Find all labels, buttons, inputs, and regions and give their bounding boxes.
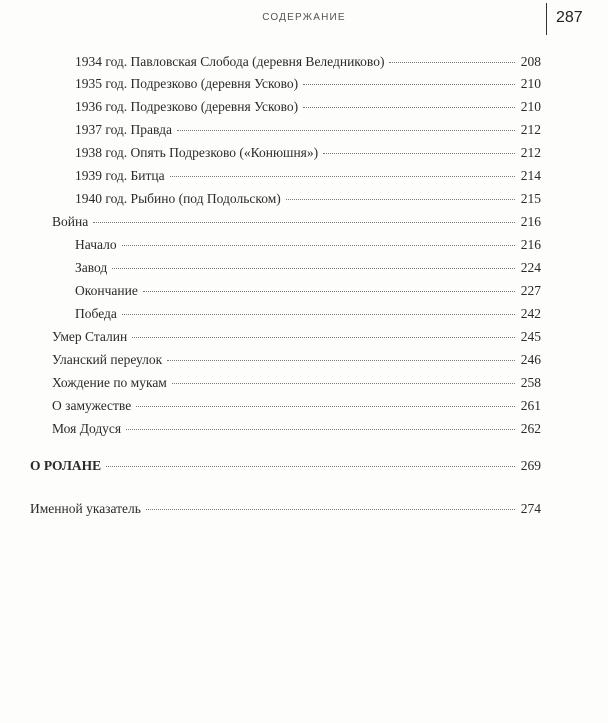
dot-leader xyxy=(122,245,515,246)
page-number: 287 xyxy=(556,9,583,26)
toc-entry-page: 258 xyxy=(520,375,541,390)
dot-leader xyxy=(303,84,515,85)
toc-entry-page: 269 xyxy=(520,458,541,473)
dot-leader xyxy=(132,337,515,338)
dot-leader xyxy=(106,466,515,467)
dot-leader xyxy=(126,429,515,430)
toc-entry[interactable] xyxy=(75,280,541,302)
toc-entry[interactable] xyxy=(52,211,541,233)
toc-entry-title: 1934 год. Павловская Слобода (деревня Веледниково) xyxy=(75,54,385,69)
toc-entry[interactable] xyxy=(75,303,541,325)
toc-entry[interactable] xyxy=(52,326,541,348)
toc-entry-page: 224 xyxy=(520,260,541,275)
toc-entry-page: 216 xyxy=(520,237,541,252)
toc-entry[interactable] xyxy=(52,372,541,394)
toc-entry-title: Начало xyxy=(75,237,117,252)
toc-entry-title: 1935 год. Подрезково (деревня Усково) xyxy=(75,76,299,91)
toc-entry-page: 208 xyxy=(520,54,541,69)
toc-entry-page: 216 xyxy=(520,214,541,229)
dot-leader xyxy=(323,153,515,154)
toc-entry[interactable] xyxy=(75,142,541,164)
running-title: СОДЕРЖАНИЕ xyxy=(262,12,346,23)
toc-entry[interactable] xyxy=(52,418,541,440)
dot-leader xyxy=(172,383,515,384)
toc-entry-page: 262 xyxy=(520,421,541,436)
dot-leader xyxy=(136,406,515,407)
dot-leader xyxy=(167,360,515,361)
toc-entry[interactable] xyxy=(30,498,541,520)
dot-leader xyxy=(93,222,515,223)
toc-entry-title: О замужестве xyxy=(52,398,132,413)
toc-entry-title: 1936 год. Подрезково (деревня Усково) xyxy=(75,99,299,114)
toc-entry-title: Моя Додуся xyxy=(52,421,122,436)
toc-entry-page: 242 xyxy=(520,306,541,321)
toc-entry[interactable] xyxy=(75,188,541,210)
dot-leader xyxy=(286,199,515,200)
toc-entry-page: 210 xyxy=(520,99,541,114)
toc-entry[interactable] xyxy=(75,51,541,73)
dot-leader xyxy=(146,509,515,510)
toc-entry-title: 1938 год. Опять Подрезково («Конюшня») xyxy=(75,145,319,160)
header-divider xyxy=(546,3,547,35)
toc-entry-page: 212 xyxy=(520,145,541,160)
toc-entry-page: 215 xyxy=(520,191,541,206)
toc-entry-title: Уланский переулок xyxy=(52,352,163,367)
toc-entry[interactable] xyxy=(75,257,541,279)
toc-entry[interactable] xyxy=(75,165,541,187)
toc-entry-page: 212 xyxy=(520,122,541,137)
toc-entry-title: 1940 год. Рыбино (под Подольском) xyxy=(75,191,281,206)
toc-entry-page: 245 xyxy=(520,329,541,344)
toc-entry[interactable] xyxy=(75,96,541,118)
dot-leader xyxy=(112,268,514,269)
dot-leader xyxy=(389,62,514,63)
toc-entry-title: Именной указатель xyxy=(30,501,141,516)
toc-entry-title: 1937 год. Правда xyxy=(75,122,172,137)
toc-entry[interactable] xyxy=(75,234,541,256)
toc-entry-page: 214 xyxy=(520,168,541,183)
toc-entry[interactable] xyxy=(75,119,541,141)
toc-entry-title: Победа xyxy=(75,306,117,321)
dot-leader xyxy=(177,130,515,131)
toc-entry-page: 274 xyxy=(520,501,541,516)
dot-leader xyxy=(143,291,515,292)
toc-entry-title: О РОЛАНЕ xyxy=(30,458,102,473)
toc-entry-page: 261 xyxy=(520,398,541,413)
toc-entry-title: Завод xyxy=(75,260,108,275)
toc-entry-page: 227 xyxy=(520,283,541,298)
toc-entry-page: 246 xyxy=(520,352,541,367)
dot-leader xyxy=(170,176,515,177)
toc-entry-title: Хождение по мукам xyxy=(52,375,167,390)
toc-entry[interactable] xyxy=(30,455,541,477)
toc-entry-title: 1939 год. Битца xyxy=(75,168,165,183)
toc-entry-title: Окончание xyxy=(75,283,138,298)
toc-entry-title: Умер Сталин xyxy=(52,329,128,344)
toc-entry[interactable] xyxy=(75,73,541,95)
dot-leader xyxy=(303,107,515,108)
toc-entry[interactable] xyxy=(52,395,541,417)
toc-entry[interactable] xyxy=(52,349,541,371)
dot-leader xyxy=(122,314,515,315)
toc-entry-page: 210 xyxy=(520,76,541,91)
toc-entry-title: Война xyxy=(52,214,89,229)
